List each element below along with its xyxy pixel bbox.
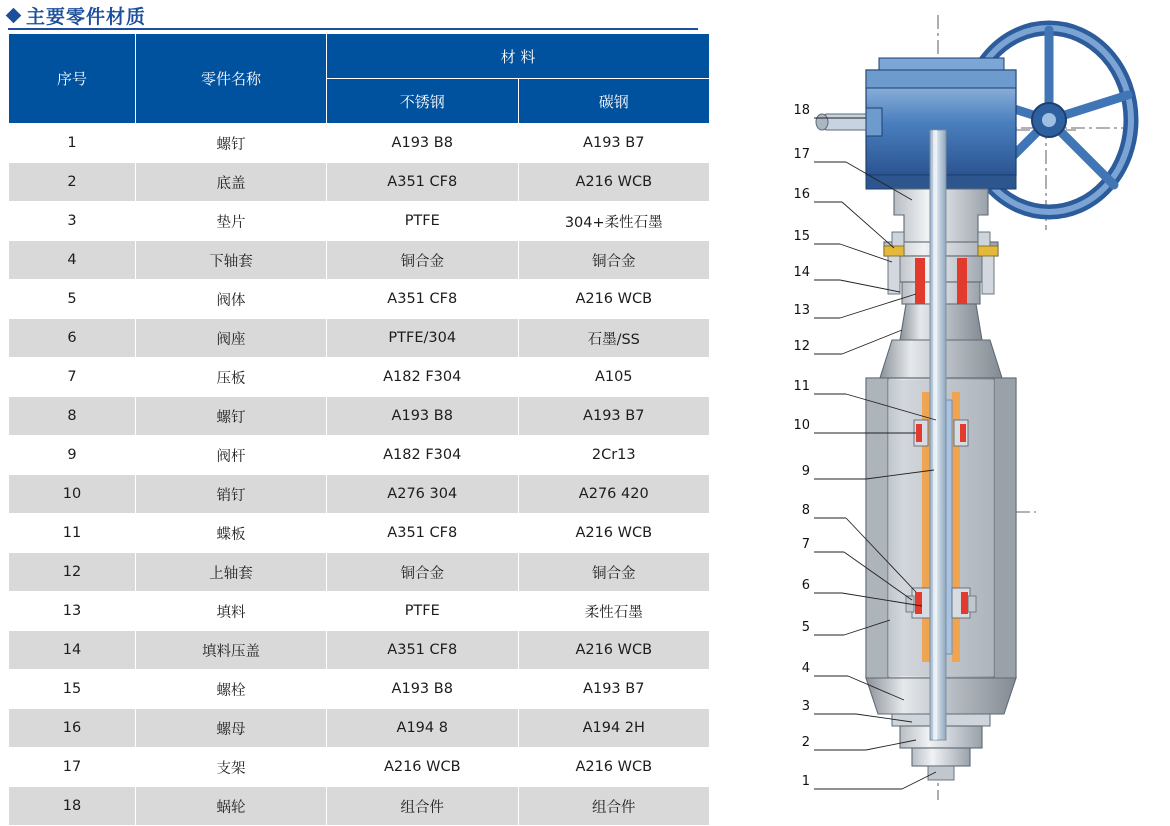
cell-serial-no: 2 bbox=[9, 163, 136, 202]
cell-carbon: A216 WCB bbox=[518, 748, 710, 787]
cell-part-name: 阀杆 bbox=[136, 436, 327, 475]
cell-stainless: 铜合金 bbox=[327, 241, 519, 280]
table-row bbox=[9, 787, 710, 826]
cell-stainless: A194 8 bbox=[327, 709, 519, 748]
cell-part-name: 压板 bbox=[136, 358, 327, 397]
cell-carbon: 304+柔性石墨 bbox=[518, 202, 710, 241]
cell-serial-no: 14 bbox=[9, 631, 136, 670]
callout-label: 4 bbox=[801, 661, 810, 676]
cell-part-name: 螺母 bbox=[136, 709, 327, 748]
callout-label: 3 bbox=[801, 699, 810, 714]
table-row bbox=[9, 592, 710, 631]
cell-carbon: A193 B7 bbox=[518, 670, 710, 709]
callout-label: 18 bbox=[793, 103, 810, 118]
table-row bbox=[9, 553, 710, 592]
callout-label: 8 bbox=[801, 503, 810, 518]
th-carbon-steel: 碳钢 bbox=[518, 79, 710, 124]
cell-carbon: A216 WCB bbox=[518, 280, 710, 319]
table-row bbox=[9, 358, 710, 397]
page-title-text: 主要零件材质 bbox=[26, 6, 147, 28]
callout-label: 13 bbox=[793, 303, 810, 318]
callout-label: 5 bbox=[801, 620, 810, 635]
cell-stainless: A182 F304 bbox=[327, 358, 519, 397]
callout-label: 15 bbox=[793, 229, 810, 244]
cell-serial-no: 18 bbox=[9, 787, 136, 826]
cell-serial-no: 8 bbox=[9, 397, 136, 436]
cell-serial-no: 1 bbox=[9, 124, 136, 163]
cell-part-name: 垫片 bbox=[136, 202, 327, 241]
cell-part-name: 螺钉 bbox=[136, 397, 327, 436]
diamond-bullet-icon bbox=[6, 8, 22, 24]
cell-carbon: A276 420 bbox=[518, 475, 710, 514]
cell-stainless: 铜合金 bbox=[327, 553, 519, 592]
cell-stainless: PTFE bbox=[327, 202, 519, 241]
cell-part-name: 下轴套 bbox=[136, 241, 327, 280]
table-row bbox=[9, 319, 710, 358]
table-row bbox=[9, 436, 710, 475]
table-row bbox=[9, 202, 710, 241]
cell-carbon: 石墨/SS bbox=[518, 319, 710, 358]
cell-serial-no: 10 bbox=[9, 475, 136, 514]
table-header-row-1 bbox=[9, 34, 710, 79]
table-row bbox=[9, 748, 710, 787]
callout-label: 1 bbox=[801, 774, 810, 789]
cell-part-name: 填料压盖 bbox=[136, 631, 327, 670]
cell-serial-no: 9 bbox=[9, 436, 136, 475]
cell-carbon: A216 WCB bbox=[518, 631, 710, 670]
table-row bbox=[9, 514, 710, 553]
table-row bbox=[9, 241, 710, 280]
table-row bbox=[9, 475, 710, 514]
cell-part-name: 支架 bbox=[136, 748, 327, 787]
callout-label: 11 bbox=[793, 379, 810, 394]
callout-label: 16 bbox=[793, 187, 810, 202]
page-title bbox=[8, 2, 146, 29]
cell-stainless: A182 F304 bbox=[327, 436, 519, 475]
cell-carbon: 柔性石墨 bbox=[518, 592, 710, 631]
cell-part-name: 填料 bbox=[136, 592, 327, 631]
cell-carbon: A193 B7 bbox=[518, 124, 710, 163]
callout-label: 17 bbox=[793, 147, 810, 162]
cell-serial-no: 15 bbox=[9, 670, 136, 709]
butterfly-valve-sectional-drawing bbox=[716, 0, 1170, 808]
callout-label: 10 bbox=[793, 418, 810, 433]
cell-carbon: A194 2H bbox=[518, 709, 710, 748]
cell-part-name: 蝶板 bbox=[136, 514, 327, 553]
cell-serial-no: 6 bbox=[9, 319, 136, 358]
cell-stainless: A216 WCB bbox=[327, 748, 519, 787]
cell-carbon: A216 WCB bbox=[518, 514, 710, 553]
cell-serial-no: 5 bbox=[9, 280, 136, 319]
cell-part-name: 螺钉 bbox=[136, 124, 327, 163]
cell-serial-no: 16 bbox=[9, 709, 136, 748]
cell-carbon: A105 bbox=[518, 358, 710, 397]
callout-label: 14 bbox=[793, 265, 810, 280]
table-row bbox=[9, 280, 710, 319]
cell-serial-no: 7 bbox=[9, 358, 136, 397]
table-row bbox=[9, 163, 710, 202]
cell-stainless: PTFE/304 bbox=[327, 319, 519, 358]
cell-stainless: A351 CF8 bbox=[327, 280, 519, 319]
callout-label: 9 bbox=[801, 464, 810, 479]
table-body bbox=[9, 124, 710, 826]
material-table bbox=[8, 33, 710, 826]
th-serial-no: 序号 bbox=[9, 34, 136, 124]
cell-serial-no: 3 bbox=[9, 202, 136, 241]
cell-part-name: 螺栓 bbox=[136, 670, 327, 709]
table-row bbox=[9, 124, 710, 163]
table-row bbox=[9, 670, 710, 709]
cell-serial-no: 4 bbox=[9, 241, 136, 280]
cell-stainless: A193 B8 bbox=[327, 124, 519, 163]
callout-label: 12 bbox=[793, 339, 810, 354]
cell-stainless: PTFE bbox=[327, 592, 519, 631]
cell-carbon: 铜合金 bbox=[518, 241, 710, 280]
callout-label: 7 bbox=[801, 537, 810, 552]
cell-part-name: 阀座 bbox=[136, 319, 327, 358]
title-divider bbox=[8, 28, 698, 30]
th-material-group: 材 料 bbox=[327, 34, 710, 79]
cell-part-name: 阀体 bbox=[136, 280, 327, 319]
cell-carbon: A193 B7 bbox=[518, 397, 710, 436]
cell-serial-no: 11 bbox=[9, 514, 136, 553]
cell-carbon: 组合件 bbox=[518, 787, 710, 826]
callout-label: 2 bbox=[801, 735, 810, 750]
cell-stainless: A193 B8 bbox=[327, 670, 519, 709]
cell-serial-no: 17 bbox=[9, 748, 136, 787]
cell-serial-no: 12 bbox=[9, 553, 136, 592]
table-row bbox=[9, 631, 710, 670]
cell-carbon: 铜合金 bbox=[518, 553, 710, 592]
th-part-name: 零件名称 bbox=[136, 34, 327, 124]
cell-serial-no: 13 bbox=[9, 592, 136, 631]
cell-stainless: A276 304 bbox=[327, 475, 519, 514]
cell-stainless: A193 B8 bbox=[327, 397, 519, 436]
cell-part-name: 上轴套 bbox=[136, 553, 327, 592]
th-stainless-steel: 不锈钢 bbox=[327, 79, 519, 124]
cell-part-name: 蜗轮 bbox=[136, 787, 327, 826]
cell-carbon: 2Cr13 bbox=[518, 436, 710, 475]
cell-carbon: A216 WCB bbox=[518, 163, 710, 202]
callout-label: 6 bbox=[801, 578, 810, 593]
cell-stainless: A351 CF8 bbox=[327, 631, 519, 670]
cell-part-name: 销钉 bbox=[136, 475, 327, 514]
cell-stainless: A351 CF8 bbox=[327, 163, 519, 202]
table-row bbox=[9, 709, 710, 748]
table-head bbox=[9, 34, 710, 124]
cell-part-name: 底盖 bbox=[136, 163, 327, 202]
cell-stainless: A351 CF8 bbox=[327, 514, 519, 553]
table-row bbox=[9, 397, 710, 436]
cell-stainless: 组合件 bbox=[327, 787, 519, 826]
